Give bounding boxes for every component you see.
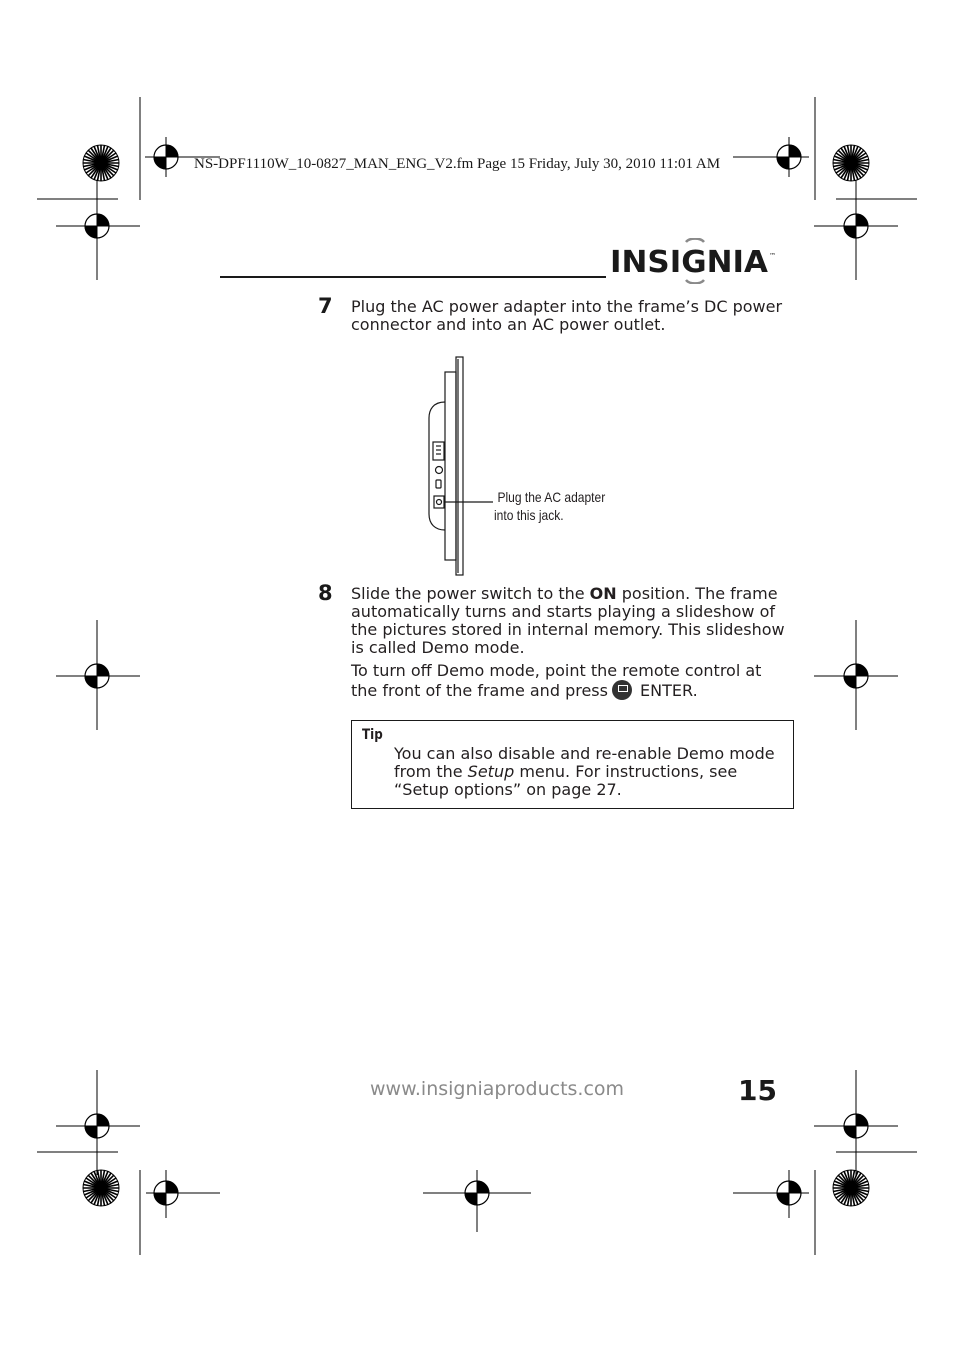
tip-label: Tip: [362, 727, 383, 743]
followup-text-end: ENTER.: [634, 681, 698, 700]
figure-callout: [494, 488, 605, 524]
header-rule: [220, 276, 606, 278]
step-8-text-end: position. The frame automatically turns and starts playing a slideshow of the pictures stored in internal memory. This slideshow is called Demo mode.: [351, 584, 785, 657]
frame-side-view-diagram: [405, 354, 625, 578]
setup-menu-name: Setup: [467, 762, 515, 781]
callout-line-1: Plug the AC adapter: [497, 489, 606, 505]
svg-text:INSIGNIA: INSIGNIA: [610, 245, 769, 280]
step-number: 8: [318, 581, 333, 605]
step-8-text: [351, 585, 791, 657]
tip-text-start: You can also disable and re-enable Demo mode from the: [394, 744, 775, 781]
enter-button-icon: [612, 680, 632, 700]
tip-text: [394, 745, 779, 799]
insignia-logo: [610, 238, 778, 284]
callout-line-2: into this jack.: [494, 507, 564, 523]
step-number: 7: [318, 294, 333, 318]
tip-text-end: menu. For instructions, see “Setup options” on page 27.: [394, 762, 738, 799]
svg-text:™: ™: [769, 252, 776, 260]
file-slug-line: NS-DPF1110W_10-0827_MAN_ENG_V2.fm Page 15 Friday, July 30, 2010 11:01 AM: [194, 156, 721, 172]
step-8-followup: [351, 662, 791, 700]
step-7-text: Plug the AC power adapter into the frame’s DC power connector and into an AC power outlet.: [351, 297, 783, 334]
website-url: www.insigniaproducts.com: [370, 1078, 625, 1100]
page-number: 15: [738, 1074, 777, 1107]
tip-box: [351, 720, 794, 809]
on-keyword: ON: [589, 584, 617, 603]
step-8-text-start: Slide the power switch to the: [351, 584, 590, 603]
followup-text-start: To turn off Demo mode, point the remote control at the front of the frame and press: [351, 661, 762, 700]
